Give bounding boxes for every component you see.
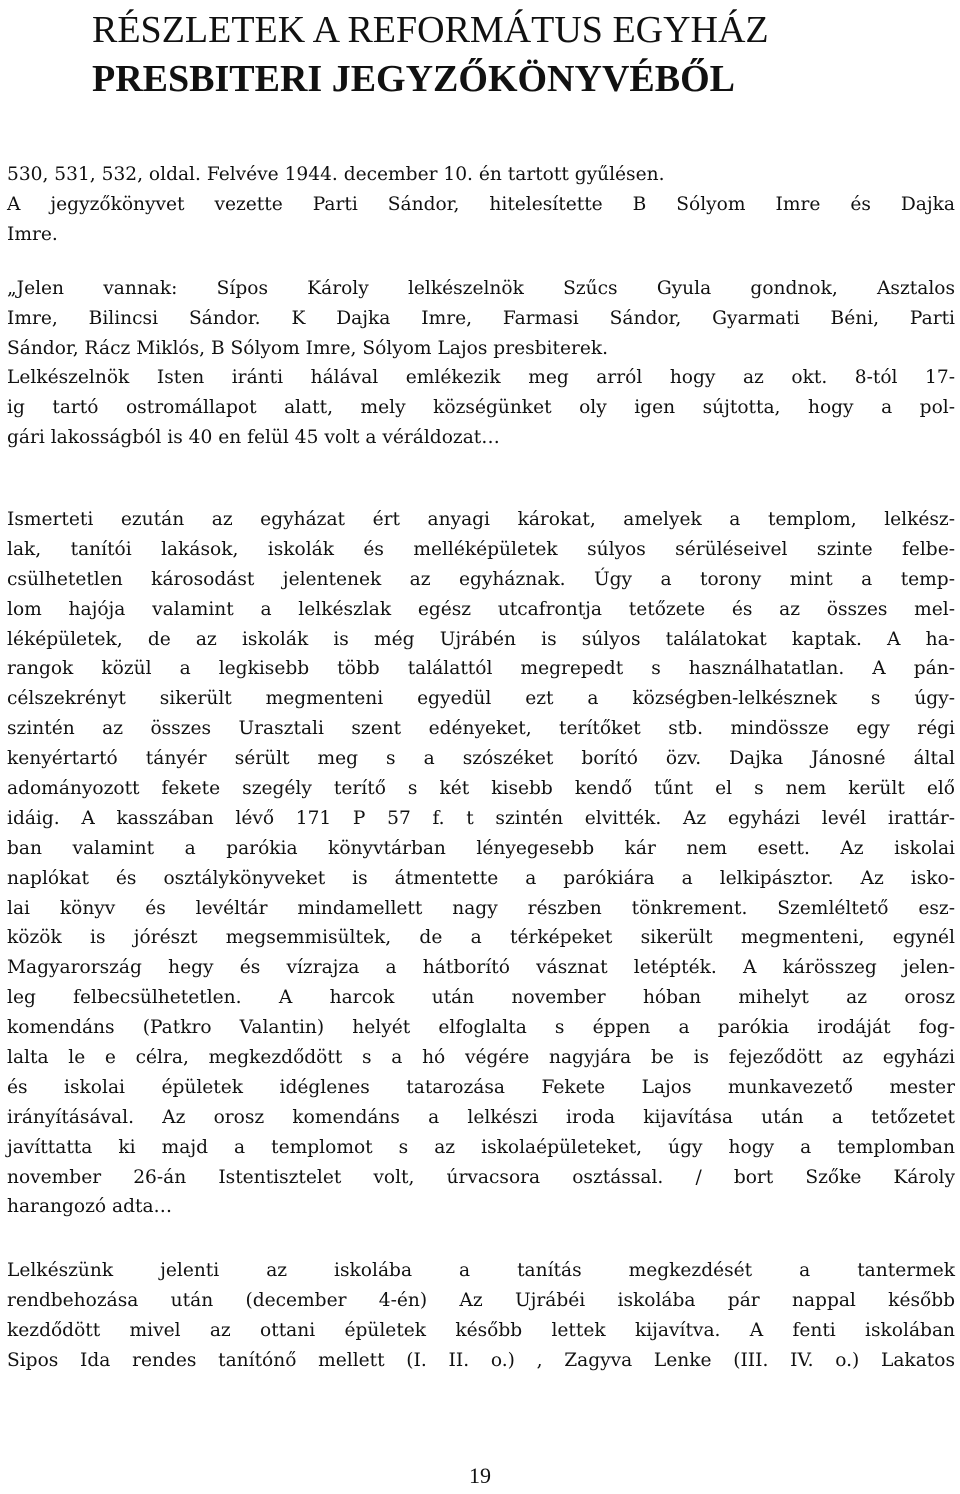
text-line: naplókat és osztálykönyveket is átmentette a parókiára a lelkipásztor. Az isko- xyxy=(7,867,955,889)
text-line: javíttatta ki majd a templomot s az iskolaépületeket, úgy hogy a templomban xyxy=(7,1136,955,1158)
text-line: Magyarország hegy és vízrajza a hátborító vásznat letépték. A kárösszeg jelen- xyxy=(7,957,955,979)
text-line: lom hajója valamint a lelkészlak egész utcafrontja tetőzete és az összes mel- xyxy=(7,598,955,620)
text-line: november 26-án Istentisztelet volt, úrvacsora osztással. / bort Szőke Károly xyxy=(7,1166,955,1188)
text-line: kenyértartó tányér sérült meg s a szószéket borító özv. Dajka Jánosné által xyxy=(7,748,955,770)
text-line: léképületek, de az iskolák is még Ujrábén is súlyos találatokat kaptak. A ha- xyxy=(7,628,955,650)
text-line: Sándor, Rácz Miklós, B Sólyom Imre, Sólyom Lajos presbiterek. xyxy=(7,337,609,359)
text-line: rendbehozása után (december 4-én) Az Ujrábéi iskolába pár nappal később xyxy=(7,1289,955,1311)
paragraph-damages xyxy=(7,505,955,1222)
paragraph-siege xyxy=(7,363,955,453)
text-line: lalta le e célra, megkezdődött s a hó végére nagyjára be is fejeződött az egyházi xyxy=(7,1047,955,1069)
text-line: Imre, Bilincsi Sándor. K Dajka Imre, Farmasi Sándor, Gyarmati Béni, Parti xyxy=(7,307,955,329)
text-line: idáig. A kasszában lévő 171 P 57 f. t szintén elvitték. Az egyházi levél irattár- xyxy=(7,807,955,829)
text-line: szintén az összes Urasztali szent edényeket, terítőket stb. mindössze egy régi xyxy=(7,718,955,740)
text-line: Sipos Ida rendes tanítónő mellett (I. II. o.) , Zagyva Lenke (III. IV. o.) Lakatos xyxy=(7,1349,955,1371)
text-line: gári lakosságból is 40 en felül 45 volt a véráldozat… xyxy=(7,426,500,448)
text-line: leg felbecsülhetetlen. A harcok után november hóban mihelyt az orosz xyxy=(7,987,955,1009)
text-line: Imre. xyxy=(7,223,58,245)
page-number: 19 xyxy=(469,1463,491,1488)
text-line: közök is jórészt megsemmisültek, de a térképeket sikerült megmenteni, egynél xyxy=(7,927,955,949)
text-line: rangok közül a legkisebb több találattól megrepedt s használhatatlan. A pán- xyxy=(7,658,955,680)
paragraph-meeting-info xyxy=(7,160,955,250)
text-line: A jegyzőkönyvet vezette Parti Sándor, hitelesítette B Sólyom Imre és Dajka xyxy=(7,193,955,215)
text-line: harangozó adta… xyxy=(7,1196,173,1218)
text-line: irányításával. Az orosz komendáns a lelkészi iroda kijavítása után a tetőzetet xyxy=(7,1106,955,1128)
text-line: lai könyv és levéltár mindamellett nagy részben tönkrement. Szemléltető esz- xyxy=(7,897,955,919)
text-line: ig tartó ostromállapot alatt, mely községünket oly igen sújtotta, hogy a pol- xyxy=(7,396,955,418)
text-line: „Jelen vannak: Sípos Károly lelkészelnök Szűcs Gyula gondnok, Asztalos xyxy=(7,278,955,299)
text-line: Ismerteti ezután az egyházat ért anyagi károkat, amelyek a templom, lelkész- xyxy=(7,509,955,530)
document-title xyxy=(92,6,769,104)
text-line: 530, 531, 532, oldal. Felvéve 1944. december 10. én tartott gyűlésen. xyxy=(7,164,665,185)
title-line-1: RÉSZLETEK A REFORMÁTUS EGYHÁZ xyxy=(92,9,769,51)
text-line: és iskolai épületek idéglenes tatarozása Fekete Lajos munkavezető mester xyxy=(7,1076,955,1098)
text-line: Lelkészünk jelenti az iskolába a tanítás megkezdését a tantermek xyxy=(7,1260,955,1281)
text-line: ban valamint a parókia könyvtárban lényegesebb kár nem esett. Az iskolai xyxy=(7,837,955,859)
paragraph-school-opening xyxy=(7,1256,955,1376)
text-line: Lelkészelnök Isten iránti hálával emlékezik meg arról hogy az okt. 8-tól 17- xyxy=(7,367,955,388)
text-line: adományozott fekete szegély terítő s két kisebb kendő tűnt el s nem került elő xyxy=(7,778,955,800)
title-line-2: PRESBITERI JEGYZŐKÖNYVÉBŐL xyxy=(92,58,735,100)
paragraph-attendees xyxy=(7,274,955,364)
text-line: célszekrényt sikerült megmenteni egyedül ezt a községben-lelkésznek s úgy- xyxy=(7,688,955,710)
text-line: komendáns (Patkro Valantin) helyét elfoglalta s éppen a parókia irodáját fog- xyxy=(7,1017,955,1039)
text-line: csülhetetlen károsodást jelentenek az egyháznak. Úgy a torony mint a temp- xyxy=(7,568,955,590)
text-line: kezdődött mivel az ottani épületek később lettek kijavítva. A fenti iskolában xyxy=(7,1319,955,1341)
text-line: lak, tanítói lakások, iskolák és melléképületek súlyos sérüléseivel szinte felbe- xyxy=(7,538,955,560)
